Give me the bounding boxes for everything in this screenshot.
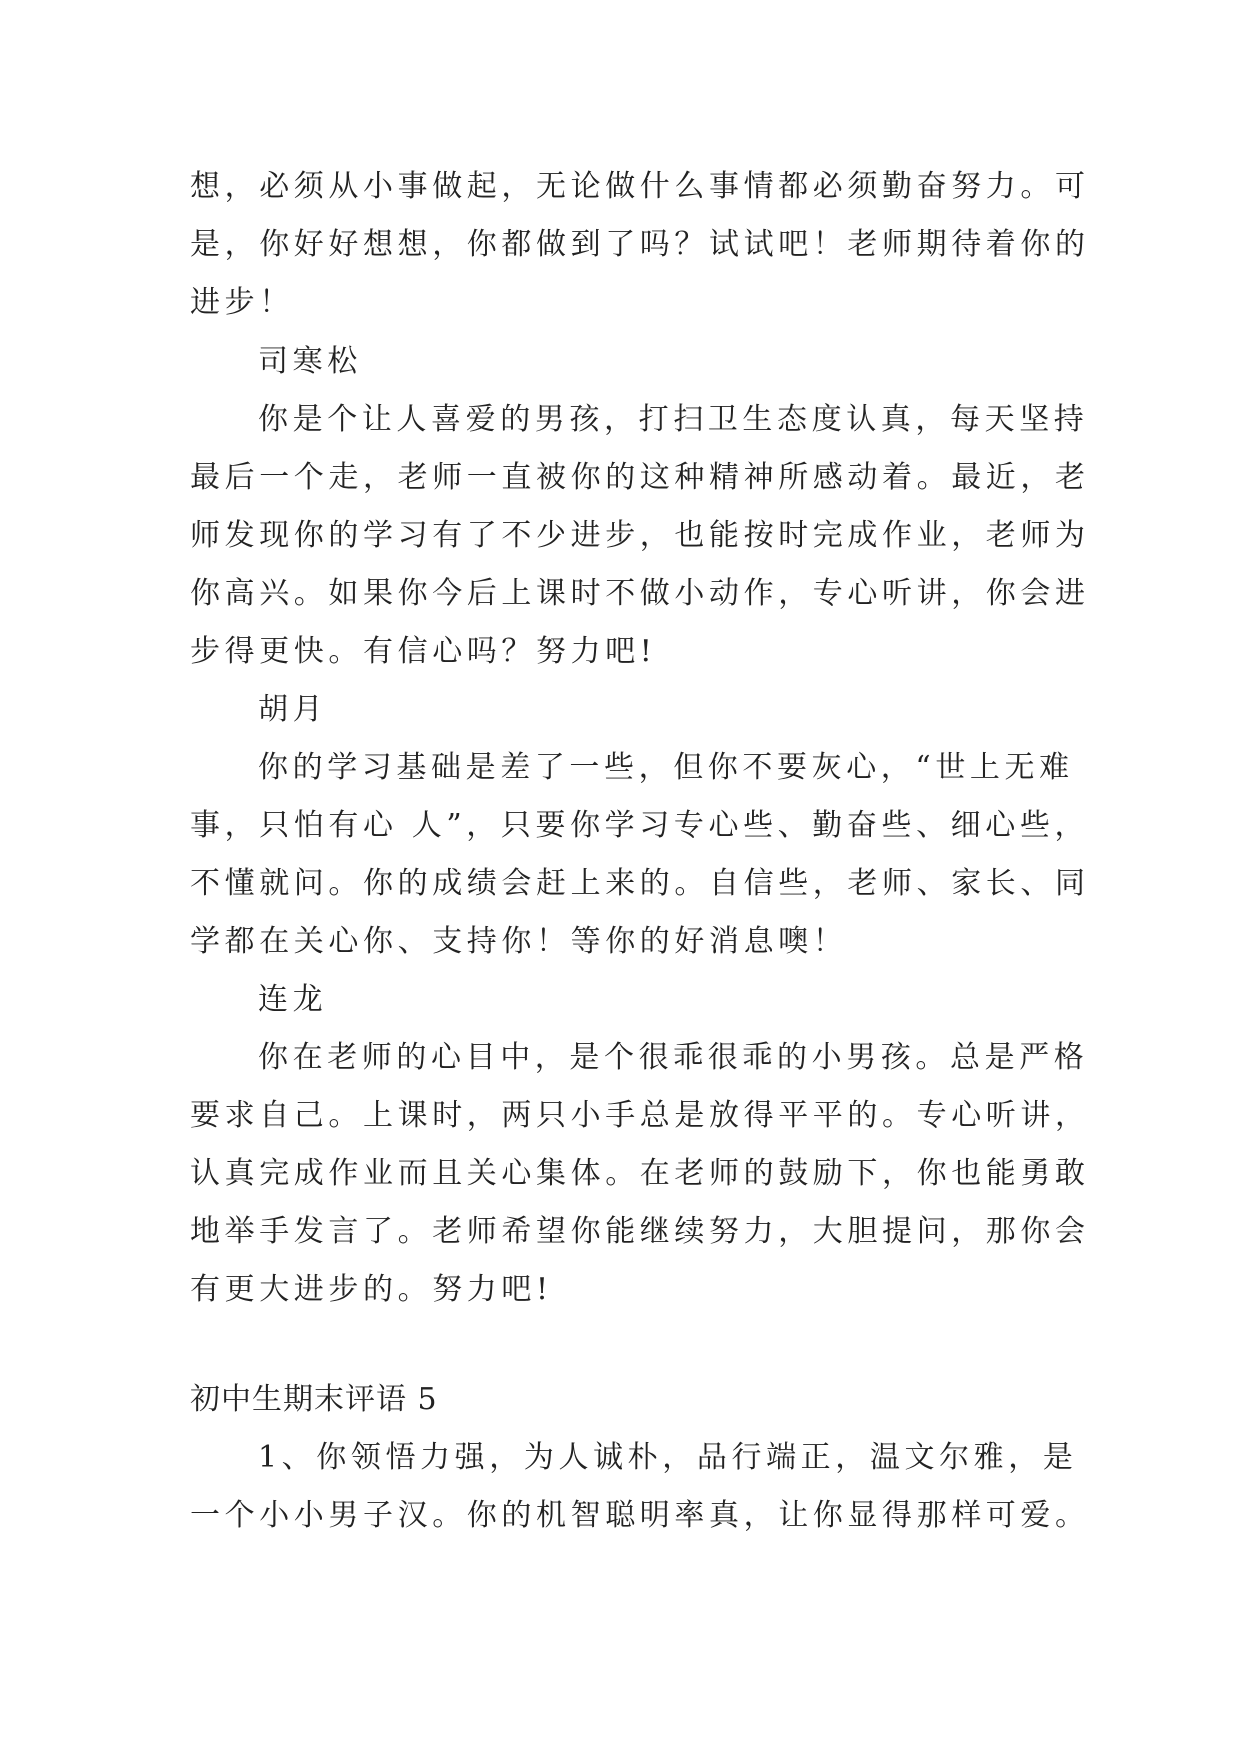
student-1-comment-line-5: 步得更快。有信心吗？努力吧! bbox=[190, 634, 657, 669]
student-name-lian-long: 连龙 bbox=[258, 982, 328, 1017]
student-2-comment-line-3: 不懂就问。你的成绩会赶上来的。自信些，老师、家长、同 bbox=[190, 866, 1090, 901]
student-2-comment-line-2: 事，只怕有心 人”，只要你学习专心些、勤奋些、细心些， bbox=[190, 808, 1090, 843]
student-1-comment-line-4: 你高兴。如果你今后上课时不做小动作，专心听讲，你会进 bbox=[190, 576, 1090, 611]
section-5-item-1-line-1: 1、你领悟力强，为人诚朴，品行端正，温文尔雅，是 bbox=[258, 1440, 1078, 1475]
section-5-item-1-line-2: 一个小小男子汉。你的机智聪明率真，让你显得那样可爱。 bbox=[190, 1498, 1090, 1533]
paragraph-1-line-3: 进步！ bbox=[190, 285, 294, 320]
student-1-comment-line-1: 你是个让人喜爱的男孩，打扫卫生态度认真，每天坚持 bbox=[258, 402, 1089, 437]
student-name-si-hansong: 司寒松 bbox=[258, 344, 362, 379]
student-3-comment-line-4: 地举手发言了。老师希望你能继续努力，大胆提问，那你会 bbox=[190, 1214, 1090, 1249]
student-3-comment-line-2: 要求自己。上课时，两只小手总是放得平平的。专心听讲， bbox=[190, 1098, 1090, 1133]
student-3-comment-line-3: 认真完成作业而且关心集体。在老师的鼓励下，你也能勇敢 bbox=[190, 1156, 1090, 1191]
student-2-comment-line-1: 你的学习基础是差了一些，但你不要灰心，“世上无难 bbox=[258, 750, 1074, 785]
student-name-hu-yue: 胡月 bbox=[258, 692, 328, 727]
section-title: 初中生期末评语 5 bbox=[190, 1382, 438, 1417]
student-1-comment-line-3: 师发现你的学习有了不少进步，也能按时完成作业，老师为 bbox=[190, 518, 1090, 553]
student-3-comment-line-1: 你在老师的心目中，是个很乖很乖的小男孩。总是严格 bbox=[258, 1040, 1089, 1075]
student-2-comment-line-4: 学都在关心你、支持你！等你的好消息噢！ bbox=[190, 924, 848, 959]
student-1-comment-line-2: 最后一个走，老师一直被你的这种精神所感动着。最近，老 bbox=[190, 460, 1090, 495]
paragraph-1-line-2: 是，你好好想想，你都做到了吗？试试吧！老师期待着你的 bbox=[190, 227, 1090, 262]
student-3-comment-line-5: 有更大进步的。努力吧! bbox=[190, 1272, 553, 1307]
paragraph-1-line-1: 想，必须从小事做起，无论做什么事情都必须勤奋努力。可 bbox=[190, 169, 1090, 204]
